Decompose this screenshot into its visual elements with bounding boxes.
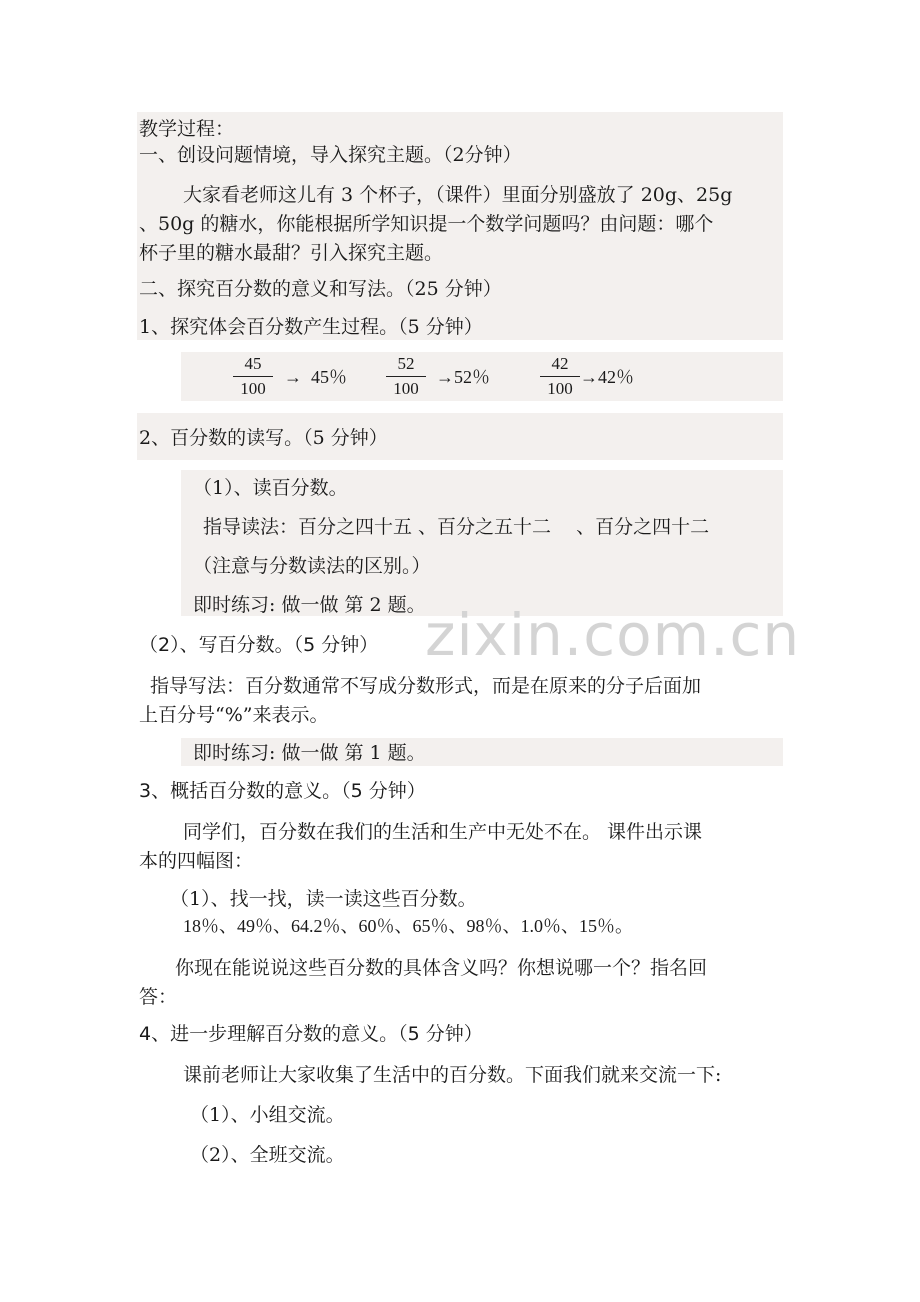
fraction-2-denominator: 100 xyxy=(393,379,419,398)
fraction-1 xyxy=(233,353,273,400)
subsection2-title: 2、百分数的读写。（5 分钟） xyxy=(139,427,388,449)
reading-practice: 即时练习: 做一做 第 2 题。 xyxy=(193,594,426,616)
subsection4-paragraph: 课前老师让大家收集了生活中的百分数。下面我们就来交流一下: xyxy=(183,1064,722,1086)
fraction-2-numerator: 52 xyxy=(397,354,415,373)
fraction-bar xyxy=(233,376,273,377)
fraction-3-denominator: 100 xyxy=(547,379,573,398)
section1-paragraph-line2: 、50g 的糖水，你能根据所学知识提一个数学问题吗？由问题：哪个 xyxy=(139,213,714,235)
section2-title: 二、探究百分数的意义和写法。（25 分钟） xyxy=(139,278,502,300)
percent-list: 18％、49％、64.2％、60％、65％、98％、1.0％、15％。 xyxy=(183,916,633,936)
fraction-3-percent: 42％ xyxy=(598,367,634,387)
reading-note: （注意与分数读法的区别。） xyxy=(193,555,431,577)
subsection3-paragraph-line1: 同学们，百分数在我们的生活和生产中无处不在。 课件出示课 xyxy=(183,821,703,843)
writing-guide-line1: 指导写法：百分数通常不写成分数形式，而是在原来的分子后面加 xyxy=(150,675,702,697)
section1-title: 一、创设问题情境，导入探究主题。（2分钟） xyxy=(139,144,522,166)
fraction-bar xyxy=(540,376,580,377)
fraction-2-result xyxy=(436,364,490,390)
heading: 教学过程： xyxy=(139,118,235,140)
subsection4-title: 4、进一步理解百分数的意义。（5 分钟） xyxy=(139,1023,483,1045)
arrow-right-icon: → xyxy=(436,367,454,387)
fraction-1-percent: 45％ xyxy=(311,367,347,387)
arrow-right-icon: → xyxy=(284,367,302,387)
section1-paragraph-line1: 大家看老师这儿有 3 个杯子，（课件）里面分别盛放了 20g、25g xyxy=(183,184,733,206)
question-line1: 你现在能说说这些百分数的具体含义吗？你想说哪一个？指名回 xyxy=(175,957,708,979)
fraction-1-numerator: 45 xyxy=(244,354,262,373)
fraction-2-percent: 52％ xyxy=(454,367,490,387)
subsection3-paragraph-line2: 本的四幅图： xyxy=(139,850,254,872)
subsection1-title: 1、探究体会百分数产生过程。（5 分钟） xyxy=(139,316,483,338)
fraction-3 xyxy=(540,353,580,400)
reading-title: （1）、读百分数。 xyxy=(193,477,348,499)
question-line2: 答： xyxy=(139,986,178,1008)
reading-guide: 指导读法：百分之四十五 、百分之五十二 、百分之四十二 xyxy=(203,516,710,538)
watermark: zixin.com.cn xyxy=(425,601,801,669)
fraction-bar xyxy=(386,376,426,377)
subsection3-title: 3、概括百分数的意义。（5 分钟） xyxy=(139,780,426,802)
fraction-1-result xyxy=(284,364,347,390)
find-title: （1）、找一找，读一读这些百分数。 xyxy=(170,888,477,910)
arrow-right-icon: → xyxy=(580,367,598,387)
group-exchange: （1）、小组交流。 xyxy=(190,1104,345,1126)
fraction-2 xyxy=(386,353,426,400)
fraction-1-denominator: 100 xyxy=(240,379,266,398)
fraction-3-result xyxy=(580,364,634,390)
fraction-3-numerator: 42 xyxy=(551,354,569,373)
writing-title: （2）、写百分数。（5 分钟） xyxy=(139,634,379,656)
class-exchange: （2）、全班交流。 xyxy=(190,1144,345,1166)
writing-practice: 即时练习: 做一做 第 1 题。 xyxy=(193,742,426,764)
writing-guide-line2: 上百分号“%”来表示。 xyxy=(139,704,329,726)
section1-paragraph-line3: 杯子里的糖水最甜？引入探究主题。 xyxy=(139,242,444,264)
